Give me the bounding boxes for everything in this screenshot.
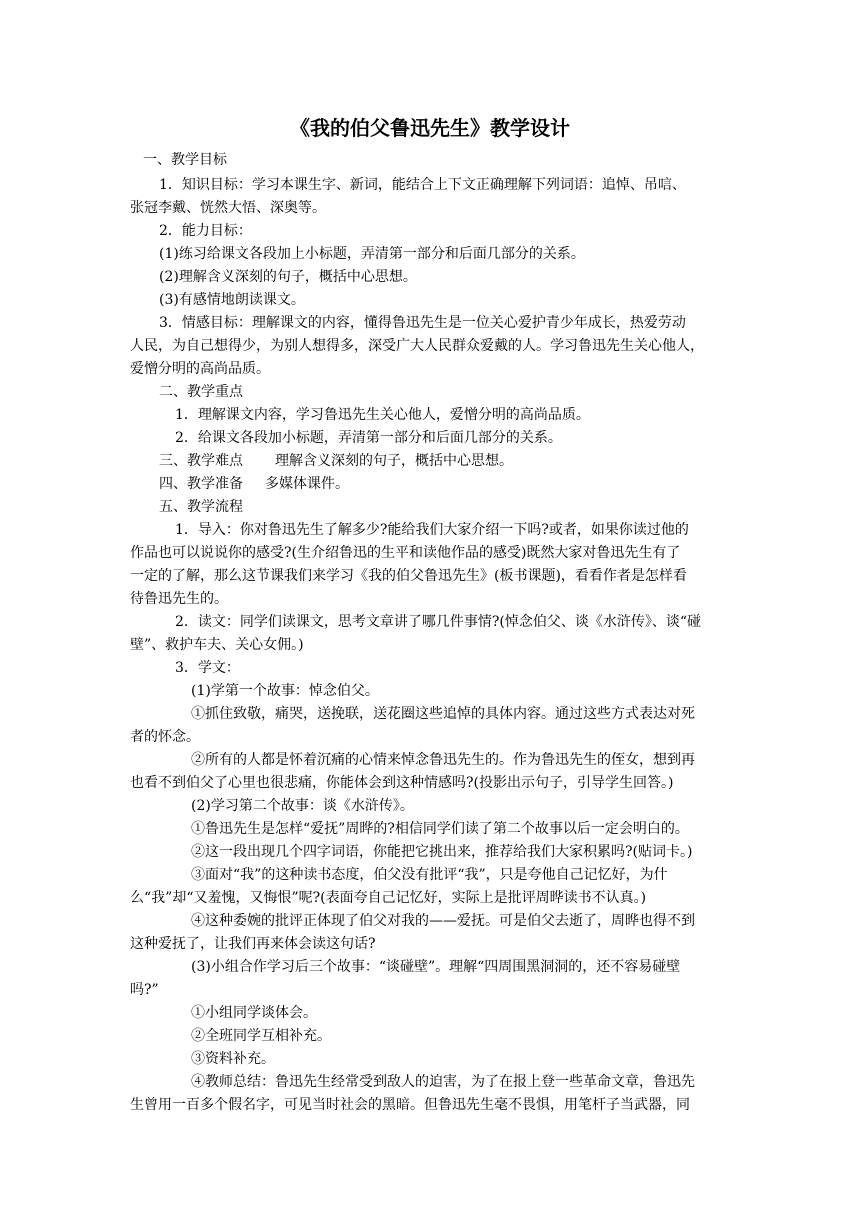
page-title: 《我的伯父鲁迅先生》教学设计 bbox=[290, 116, 570, 140]
paragraph-line: ②所有的人都是怀着沉痛的心情来悼念鲁迅先生的。作为鲁迅先生的侄女，想到再 bbox=[191, 752, 695, 768]
section-prep-heading: 四、教学准备 bbox=[159, 476, 243, 492]
section-prep-line bbox=[159, 474, 349, 494]
paragraph-line: (3)有感情地朗读课文。 bbox=[159, 292, 305, 308]
paragraph-line: (2)学习第二个故事：谈《水浒传》。 bbox=[191, 798, 414, 814]
section-prep-text: 多媒体课件。 bbox=[265, 476, 349, 492]
paragraph-line: 人民，为自己想得少，为别人想得多，深受广大人民群众爱戴的人。学习鲁迅先生关心他人， bbox=[130, 338, 704, 354]
paragraph-line: ①小组同学谈体会。 bbox=[191, 1005, 317, 1021]
paragraph-line: ②这一段出现几个四字词语，你能把它挑出来，推荐给我们大家积累吗?(贴词卡。) bbox=[191, 844, 693, 860]
paragraph-line: 3．情感目标：理解课文的内容，懂得鲁迅先生是一位关心爱护青少年成长，热爱劳动 bbox=[159, 315, 686, 331]
paragraph-line: 待鲁迅先生的。 bbox=[130, 591, 228, 607]
paragraph-line: 1．理解课文内容，学习鲁迅先生关心他人，爱憎分明的高尚品质。 bbox=[175, 407, 590, 423]
section-difficulty-line bbox=[159, 451, 513, 471]
section-flow-heading: 五、教学流程 bbox=[159, 499, 243, 515]
paragraph-line: ②全班同学互相补充。 bbox=[191, 1028, 331, 1044]
paragraph-line: 3．学文： bbox=[175, 660, 240, 676]
paragraph-line: ③资料补充。 bbox=[191, 1051, 275, 1067]
paragraph-line: 张冠李戴、恍然大悟、深奥等。 bbox=[130, 200, 326, 216]
paragraph-line: 2．给课文各段加小标题，弄清第一部分和后面几部分的关系。 bbox=[175, 430, 562, 446]
paragraph-line: ①鲁迅先生是怎样“爱抚”周晔的?相信同学们读了第二个故事以后一定会明白的。 bbox=[191, 821, 689, 837]
paragraph-line: (1)练习给课文各段加上小标题，弄清第一部分和后面几部分的关系。 bbox=[159, 246, 585, 262]
paragraph-line: ①抓住致敬，痛哭，送挽联，送花圈这些追悼的具体内容。通过这些方式表达对死 bbox=[191, 706, 695, 722]
paragraph-line: 1．导入：你对鲁迅先生了解多少?能给我们大家介绍一下吗?或者，如果你读过他的 bbox=[175, 522, 689, 538]
paragraph-line: (3)小组合作学习后三个故事：“谈碰壁”。理解“四周围黑洞洞的，还不容易碰壁 bbox=[191, 959, 681, 975]
paragraph-line: 爱憎分明的高尚品质。 bbox=[130, 361, 270, 377]
paragraph-line: 壁”、救护车夫、关心女佣。) bbox=[130, 637, 304, 653]
paragraph-line: (2)理解含义深刻的句子，概括中心思想。 bbox=[159, 269, 417, 285]
paragraph-line: ③面对“我”的这种读书态度，伯父没有批评“我”，只是夸他自己记忆好，为什 bbox=[191, 867, 668, 883]
paragraph-line: 作品也可以说说你的感受?(生介绍鲁迅的生平和读他作品的感受)既然大家对鲁迅先生有了 bbox=[130, 545, 681, 561]
section-focus-heading: 二、教学重点 bbox=[159, 384, 243, 400]
paragraph-line: 一定的了解，那么这节课我们来学习《我的伯父鲁迅先生》(板书课题)，看看作者是怎样看 bbox=[130, 568, 687, 584]
paragraph-line: 吗?” bbox=[130, 982, 159, 998]
paragraph-line: 生曾用一百多个假名字，可见当时社会的黑暗。但鲁迅先生毫不畏惧，用笔杆子当武器，同 bbox=[130, 1097, 690, 1113]
paragraph-line: ④这种委婉的批评正体现了伯父对我的——爱抚。可是伯父去逝了，周晔也得不到 bbox=[191, 913, 695, 929]
section-goals-heading: 一、教学目标 bbox=[143, 152, 227, 168]
paragraph-line: 2．能力目标： bbox=[159, 223, 252, 239]
paragraph-line: (1)学第一个故事：悼念伯父。 bbox=[191, 683, 379, 699]
paragraph-line: 么“我”却“又羞愧，又悔恨”呢?(表面夸自己记忆好，实际上是批评周晔读书不认真。) bbox=[130, 890, 647, 906]
paragraph-line: 这种爱抚了，让我们再来体会读这句话? bbox=[130, 936, 376, 952]
paragraph-line: 2．读文：同学们读课文，思考文章讲了哪几件事情?(悼念伯父、谈《水浒传》、谈“碰 bbox=[175, 614, 702, 630]
paragraph-line: ④教师总结：鲁迅先生经常受到敌人的迫害，为了在报上登一些革命文章，鲁迅先 bbox=[191, 1074, 695, 1090]
section-difficulty-text: 理解含义深刻的句子，概括中心思想。 bbox=[275, 453, 513, 469]
paragraph-line: 者的怀念。 bbox=[130, 729, 200, 745]
section-difficulty-heading: 三、教学难点 bbox=[159, 453, 243, 469]
paragraph-line: 也看不到伯父了心里也很悲痛，你能体会到这种情感吗?(投影出示句子，引导学生回答。) bbox=[130, 775, 674, 791]
paragraph-line: 1．知识目标：学习本课生字、新词，能结合上下文正确理解下列词语：追悼、吊唁、 bbox=[159, 177, 686, 193]
